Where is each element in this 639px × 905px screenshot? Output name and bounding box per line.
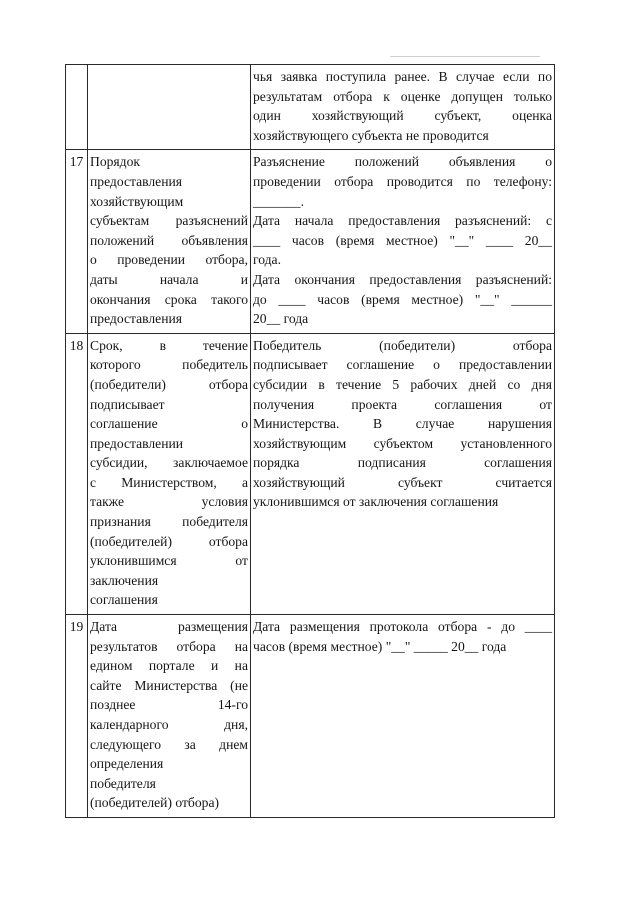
text-line: один хозяйствующий субъект, оценка [253, 108, 552, 124]
text-line: предоставления [90, 311, 183, 327]
table-row [66, 65, 555, 150]
text-line: часов (время местное) "__" _____ 20__ года [253, 638, 507, 654]
text-line: субсидии, заключаемое [90, 455, 248, 471]
text-line: также условия [90, 494, 248, 510]
text-line: определения [90, 756, 164, 772]
item-name-cell [88, 615, 251, 818]
text-line: хозяйствующего субъекта не проводится [253, 127, 489, 143]
text-line: Дата начала предоставления разъяснений: с [253, 213, 552, 229]
text-line: субсидии в течение 5 рабочих дней со дня [253, 376, 552, 392]
text-line: окончания срока такого [90, 291, 248, 307]
text-line: (победители) отбора [90, 376, 248, 392]
text-line: до ____ часов (время местное) "__" ______ [253, 291, 552, 307]
text-line: положений объявления [90, 232, 248, 248]
text-line: календарного дня, [90, 717, 248, 732]
text-line: (победителей) отбора [90, 533, 248, 549]
table-row [66, 150, 555, 333]
text-line: подписывает [90, 396, 165, 412]
text-line: результатов отбора на [90, 638, 248, 654]
procedure-table-body [66, 65, 555, 818]
text-line: года. [253, 252, 281, 268]
text-line: следующего за днем [90, 736, 248, 752]
text-line: уклонившимся от [90, 553, 248, 569]
text-line: едином портале и на [90, 658, 248, 674]
text-line: признания победителя [90, 514, 248, 530]
scan-artifact-line [390, 56, 540, 57]
table-row [66, 333, 555, 614]
text-line: позднее 14-го [90, 697, 248, 713]
item-name-cell [88, 65, 251, 150]
text-line: проведении отбора проводится по телефону: [253, 173, 552, 189]
item-description-cell [251, 333, 555, 614]
text-line: (победителей) отбора) [90, 795, 220, 811]
text-line: получения проекта соглашения от [253, 396, 552, 412]
text-line: Министерства. В случае нарушения [253, 416, 552, 432]
row-number [66, 65, 88, 150]
text-line: соглашение о [90, 416, 248, 432]
text-line: Победитель (победители) отбора [253, 337, 552, 353]
text-line: Порядок [90, 154, 140, 170]
item-name-cell [88, 150, 251, 333]
table-row [66, 615, 555, 818]
text-line: Разъяснение положений объявления о [253, 154, 552, 170]
text-line: 20__ года [253, 311, 309, 327]
text-line: сайте Министерства (не [90, 677, 248, 693]
text-line: которого победитель [90, 357, 248, 373]
text-line: хозяйствующим субъектом установленного [253, 435, 552, 451]
procedure-table [65, 64, 555, 818]
text-line: победителя [90, 775, 156, 791]
text-line: порядка подписания соглашения [253, 455, 552, 471]
item-description-cell [251, 615, 555, 818]
text-line: Дата окончания предоставления разъяснений: [253, 271, 552, 287]
text-line: заключения [90, 572, 159, 588]
text-line: субъектам разъяснений [90, 213, 248, 229]
text-line: уклонившимся от заключения соглашения [253, 494, 499, 510]
text-line: о проведении отбора, [90, 252, 248, 268]
text-line: чья заявка поступила ранее. В случае если по [253, 69, 552, 84]
text-line: Срок, в течение [90, 337, 248, 353]
text-line: ____ часов (время местное) "__" ____ 20__ [253, 232, 552, 248]
text-line: подписывает соглашение о предоставлении [253, 357, 552, 373]
text-line: хозяйствующим [90, 193, 184, 209]
text-line: даты начала и [90, 271, 248, 287]
text-line: предоставления [90, 173, 183, 189]
item-description-cell [251, 150, 555, 333]
text-line: результатам отбора к оценке допущен только [253, 88, 552, 104]
text-line: _______. [253, 193, 304, 209]
row-number: 17 [66, 150, 88, 333]
item-name-cell [88, 333, 251, 614]
text-line: предоставлении [90, 435, 184, 451]
row-number: 18 [66, 333, 88, 614]
text-line: Дата размещения [90, 619, 248, 635]
text-line: соглашения [90, 592, 158, 608]
text-line: с Министерством, а [90, 474, 248, 490]
row-number: 19 [66, 615, 88, 818]
text-line: хозяйствующий субъект считается [253, 474, 552, 490]
item-description-cell [251, 65, 555, 150]
text-line: Дата размещения протокола отбора - до ____ [253, 619, 552, 635]
